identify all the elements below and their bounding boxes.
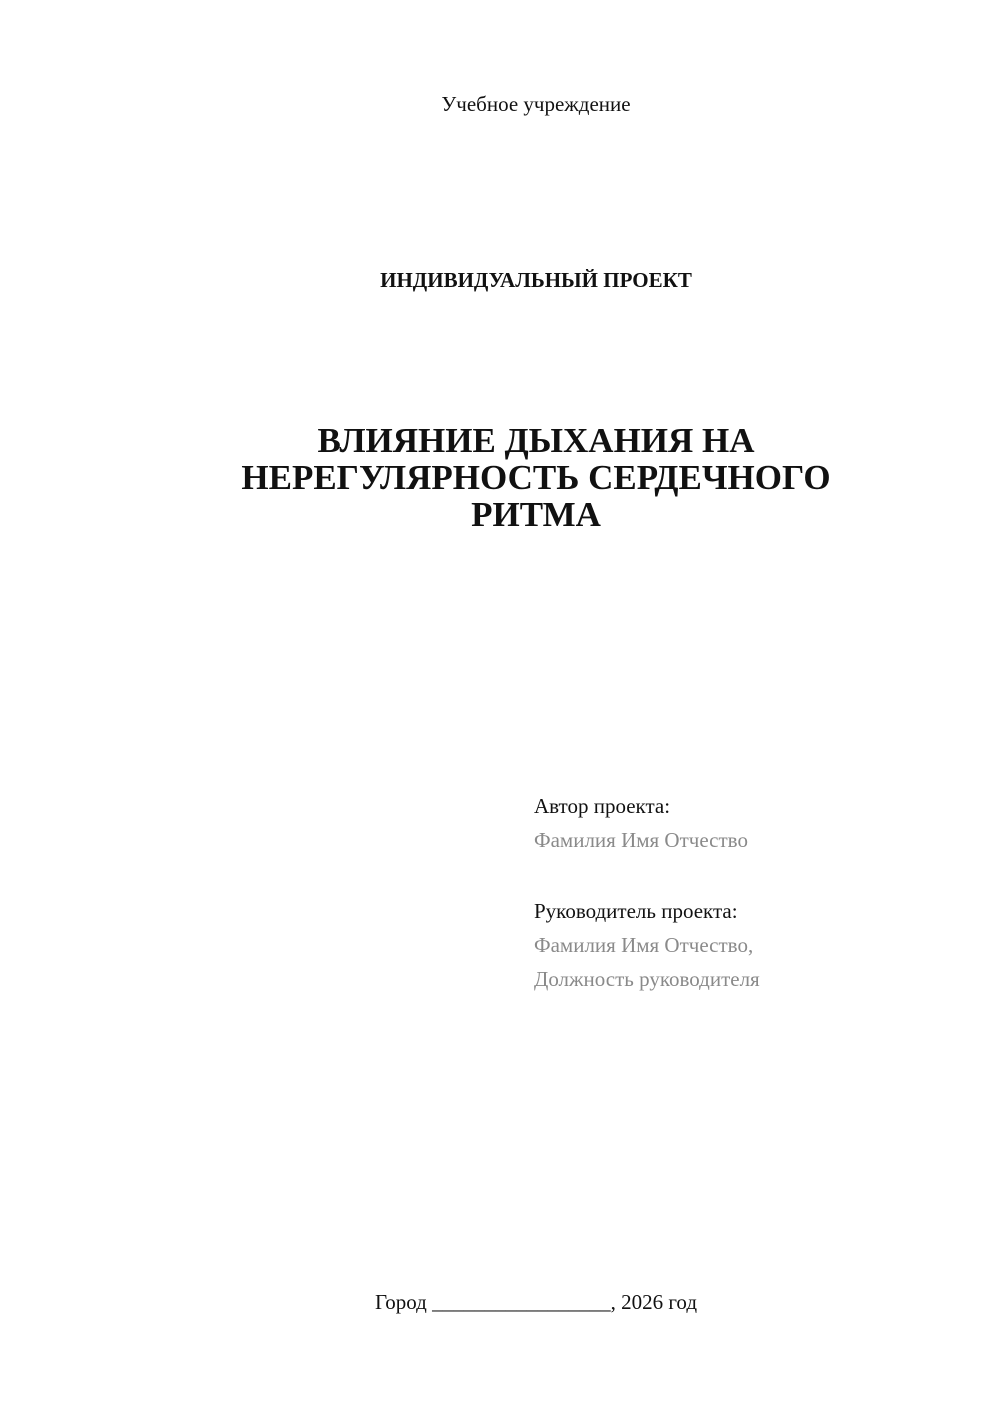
project-credits (534, 789, 760, 996)
institution-name: Учебное учреждение (441, 92, 631, 116)
city-year-line: Город _________________, 2026 год (374, 1290, 698, 1314)
author-label: Автор проекта: (534, 794, 671, 818)
supervisor-position: Должность руководителя (534, 967, 760, 991)
author-name: Фамилия Имя Отчество (534, 828, 748, 852)
project-title-line-2: НЕРЕГУЛЯРНОСТЬ СЕРДЕЧНОГО (241, 458, 831, 497)
supervisor-label: Руководитель проекта: (534, 899, 738, 923)
project-title (0, 422, 1000, 533)
supervisor-name: Фамилия Имя Отчество, (534, 933, 754, 957)
project-title-line-3: РИТМА (471, 495, 601, 534)
project-type-heading: ИНДИВИДУАЛЬНЫЙ ПРОЕКТ (380, 268, 692, 292)
project-title-line-1: ВЛИЯНИЕ ДЫХАНИЯ НА (317, 421, 755, 460)
credits-spacer (534, 857, 760, 894)
